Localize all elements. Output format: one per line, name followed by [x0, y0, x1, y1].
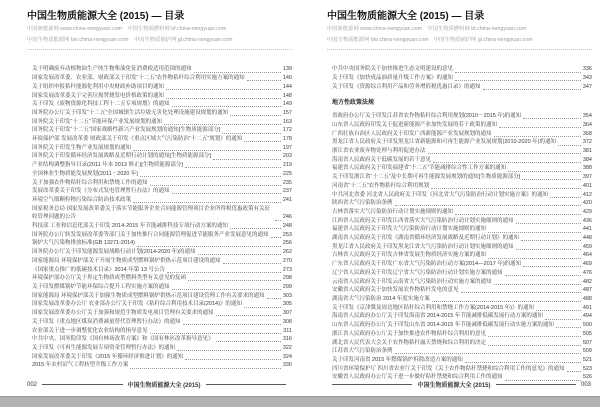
toc-entry-title: 国家能源局 环境保护部关于开展生物质成型燃料锅炉供热示范项目建设的通知 — [32, 257, 221, 264]
dot-leader — [150, 333, 282, 334]
toc-entry-title: 关于印发《重点地区煤炭消费减量替代管理暂行办法》的通知 — [32, 318, 181, 325]
toc-entry-page: 521 — [582, 356, 592, 363]
toc-entry-page: 308 — [282, 318, 292, 325]
dot-leader — [223, 263, 281, 264]
toc-entry-title: 关于印发《废物资源化科技工程十二五专项规划》的通知 — [32, 101, 170, 108]
toc-entry-title: 国家发展改革委办公厅 农业部办公厅关于印发《秸秆综合利用技术目录(2014)》的通知 — [32, 301, 242, 308]
toc-entry-page: 273 — [282, 266, 292, 273]
toc-entry-title: 安徽省人民政府办公厅关于进一步做好秸秆禁烧和综合利用工作的通知 — [332, 374, 503, 381]
toc-entry-title: 海南省人民政府办公厅关于印发海南省 2014-2015 年节能减排低碳发展行动方案的通知 — [332, 313, 543, 320]
toc-entry — [332, 269, 592, 278]
dot-leader — [556, 327, 581, 328]
toc-entry-page: 354 — [582, 113, 592, 120]
toc-entry-page: 509 — [582, 348, 592, 355]
footer-book-title: 中国生物质能源大全 (2015) — [417, 383, 491, 389]
dot-leader — [488, 258, 581, 259]
dot-leader — [523, 118, 581, 119]
toc-entry-page: 316 — [282, 336, 292, 343]
toc-entry-page: 172 — [282, 127, 292, 134]
toc-entry — [32, 361, 292, 370]
toc-entry-title: 中共中央、国务院印发《国有林场改革方案》和《国有林区改革指导意见》 — [32, 336, 214, 343]
toc-entry-page: 305 — [282, 301, 292, 308]
dot-leader — [133, 150, 281, 151]
toc-entry-page: 459 — [582, 243, 592, 250]
toc-entry-page: 144 — [282, 83, 292, 90]
toc-entry-title: 国家发展改革委关于印发《2015 年循环经济推进计划》的通知 — [32, 353, 184, 360]
toc-entry-title: 湖南省人民政府关于印发《湖南省循环经济发展战略及近期行动计划》的通知 — [332, 235, 520, 242]
dot-leader — [177, 350, 281, 351]
toc-entry-page: 270 — [282, 257, 292, 264]
toc-entry-page: 482 — [582, 278, 592, 285]
toc-entry-page: 303 — [282, 292, 292, 299]
toc-entry — [332, 164, 592, 173]
toc-entry-page: 140 — [282, 75, 292, 82]
toc-entry-page: 336 — [582, 66, 592, 73]
toc-entry-page: 262 — [282, 249, 292, 256]
toc-entry-title: 陕西省大气污染防治条例 — [332, 200, 393, 207]
toc-entry — [32, 266, 292, 275]
toc-entry-title: 关于印发《京津冀及周边地区秸秆综合利用和禁烧工作方案(2014-2015 年)》的通知 — [332, 304, 534, 311]
dot-leader — [428, 153, 581, 154]
toc-entry-title: 关于印发《资源综合利用产品和劳务增值税优惠目录》的通知 — [332, 83, 481, 90]
toc-entry — [32, 92, 292, 101]
toc-entry — [332, 156, 592, 165]
dot-leader — [550, 197, 581, 198]
toc-entry-page: 476 — [582, 269, 592, 276]
toc-entry — [32, 118, 292, 127]
toc-entry-title: 关于印发《加快成品油质量升级工作方案》的通知 — [332, 75, 454, 82]
toc-entry-page: 469 — [582, 261, 592, 268]
dot-leader — [164, 124, 281, 125]
dot-leader — [455, 72, 581, 73]
dot-leader — [395, 353, 581, 354]
toc-entry-page: 324 — [282, 353, 292, 360]
toc-entry-title: 江苏省大气污染防治条例 — [332, 348, 393, 355]
dot-leader — [247, 80, 281, 81]
toc-entry — [332, 121, 592, 130]
dot-leader — [521, 240, 581, 241]
dot-leader — [558, 145, 581, 146]
toc-entry-page: 139 — [282, 66, 292, 73]
dot-leader — [271, 237, 281, 238]
dot-leader — [455, 80, 581, 81]
toc-entry-page: 523 — [582, 365, 592, 372]
toc-entry-title: 农业部关于进一步调整优化农业结构的指导意见 — [32, 327, 148, 334]
dot-leader — [172, 106, 281, 107]
toc-entry — [32, 65, 292, 74]
toc-entry-page: 384 — [582, 156, 592, 163]
toc-entry-title: 关于印发河南省 2015 年燃煤锅炉拆除改造方案的通知 — [332, 356, 463, 363]
toc-entry-title: 产业结构调整指导目录(2011 年本 2013 修正)[生物质能源部分] — [32, 162, 183, 169]
toc-entry-title: 环境保护部 发展改革委 财政部关于印发《重点区域大气污染防治“十二五”规划》的通知 — [32, 136, 243, 143]
toc-entry — [32, 100, 292, 109]
toc-entry-page: 219 — [282, 162, 292, 169]
header-websites-line1: 中国新能源网 www.china-nengyuan.com 中国生物质燃料网 bf.china-nengyuan.com — [27, 26, 227, 32]
dot-leader — [188, 280, 281, 281]
header-websites-line1: 中国新能源网 www.china-nengyuan.com 中国生物质燃料网 bf.china-nengyuan.com — [327, 26, 527, 32]
toc-entry — [332, 278, 592, 287]
footer-rule — [206, 384, 286, 385]
dot-leader — [567, 371, 581, 372]
toc-entry-title: 河南省“十二五”农作物秸秆综合利用规划 — [332, 182, 430, 189]
toc-entry-page: 441 — [582, 226, 592, 233]
toc-entry-page: 246 — [282, 214, 292, 221]
toc-entry-page: 343 — [582, 75, 592, 82]
header-websites-line2: 中国生物质能源网 bio.china-nengyuan.com 中国生物质锅炉网 gl.china-nengyuan.com — [27, 37, 233, 44]
toc-entry-title: 黑龙江省人民政府关于印发黑龙江省新能源和可再生能源产业发展规划(2010-2020 年)的通知 — [332, 139, 556, 146]
toc-entry-title: 山东省人民政府办公厅关于印发山东省 2014-2015 年节能减排低碳发展行动实施方案的通知 — [332, 322, 554, 329]
toc-entry-page: 526 — [582, 374, 592, 381]
toc-entry-page: 494 — [582, 313, 592, 320]
toc-entry-title: 四川省环境保护厅 四川省农业厅关于印发《关于农作物秸秆禁烧和综合利用工作的意见》的通知 — [332, 365, 565, 372]
toc-entry-title: 安徽省人民政府关于加快发展农作物秸秆发电的意见 — [332, 287, 459, 294]
toc-entry — [332, 65, 592, 74]
header-websites-line2: 中国生物质能源网 bio.china-nengyuan.com 中国生物质锅炉网 gl.china-nengyuan.com — [327, 37, 533, 44]
toc-entry — [332, 130, 592, 139]
toc-entry — [332, 182, 592, 191]
toc-entry-title: 国家能源局 环境保护部关于加强生物质成型燃料锅炉供热示范项目建设管理工作有关要求的通知 — [32, 292, 265, 299]
toc-entry-title: 环境空气细颗粒物污染综合防治技术政策 — [32, 196, 132, 203]
toc-entry-page: 203 — [282, 153, 292, 160]
toc-entry — [332, 356, 592, 365]
toc-entry-title: 国务院办公厅关于印发能源发展战略行动计划(2014-2020 年)的通知 — [32, 249, 196, 256]
toc-entry-title: 关于印发燃煤锅炉节能环保综合提升工程实施方案的通知 — [32, 283, 170, 290]
toc-entry-page: 368 — [582, 130, 592, 137]
toc-entry-page: 298 — [282, 275, 292, 282]
dot-leader — [222, 133, 281, 134]
toc-entry-page: 388 — [582, 165, 592, 172]
toc-entry — [32, 74, 292, 83]
toc-entry — [332, 138, 592, 147]
toc-entry — [32, 300, 292, 309]
toc-entry-page: 330 — [282, 362, 292, 369]
toc-entry-page: 372 — [582, 139, 592, 146]
toc-entry — [332, 304, 592, 313]
toc-entry-title: 福建省人民政府关于印发福建省“十二五”节能减排综合性工作方案的通知 — [332, 165, 507, 172]
dot-leader — [267, 298, 281, 299]
dot-leader — [244, 141, 281, 142]
dot-leader — [216, 315, 281, 316]
toc-entry-page: 401 — [582, 182, 592, 189]
toc-entry-title: 山东省人民政府印发关于促进新能源产业加快发展的若干政策的通知 — [332, 121, 498, 128]
toc-list-right — [300, 50, 600, 381]
toc-entry-page: 381 — [582, 148, 592, 155]
dot-leader — [432, 301, 581, 302]
footer-rule — [42, 384, 122, 385]
toc-entry-title: 云南省人民政府关于印发云南省大气污染防治行动实施方案的通知 — [332, 278, 492, 285]
dot-leader — [166, 98, 281, 99]
dot-leader — [536, 310, 581, 311]
dot-leader — [488, 336, 581, 337]
toc-entry-page: 241 — [282, 196, 292, 203]
dot-leader — [194, 72, 281, 73]
toc-entry-title: 广东省人民政府关于印发广东省大气污染防治行动方案(2014—2017 年)的通知 — [332, 261, 522, 268]
toc-entry — [32, 135, 292, 144]
toc-entry-page: 248 — [282, 223, 292, 230]
toc-entry-title: 关于明确废弃动植物油生产纯生物柴油免征消费税适用范围的通知 — [32, 66, 192, 73]
toc-entry-title: 省政府办公厅关于印发江苏省农作物秸秆综合利用规划(2010－2015 年)的通知 — [332, 113, 522, 120]
toc-entry — [332, 191, 592, 200]
toc-entry-page: 488 — [582, 295, 592, 302]
toc-entry-title: 国务院关于印发生物产业发展规划的通知 — [32, 144, 132, 151]
dot-leader — [230, 228, 281, 229]
dot-leader — [140, 176, 281, 177]
toc-entry — [32, 83, 292, 92]
dot-leader — [516, 223, 581, 224]
toc-entry — [332, 321, 592, 330]
toc-entry — [332, 208, 592, 217]
toc-entry-page: 148 — [282, 92, 292, 99]
toc-entry-title: 环境保护部办公厅关于界定生物质成型燃料类型有关意见的复函 — [32, 275, 187, 282]
toc-entry — [32, 309, 292, 318]
toc-entry — [332, 173, 592, 182]
toc-entry — [32, 283, 292, 292]
toc-entry-title: 湖北省人民代表大会关于农作物秸秆露天禁烧和综合利用的决定 — [332, 339, 487, 346]
dot-leader — [150, 185, 281, 186]
toc-entry — [332, 365, 592, 374]
toc-entry-page: 507 — [582, 339, 592, 346]
dot-leader — [166, 89, 281, 90]
toc-entry-page: 505 — [582, 330, 592, 337]
toc-entry — [32, 335, 292, 344]
page-footer — [0, 380, 300, 389]
toc-entry-title: 吉林省落实大气污染防治行动计划实施细则的通知 — [332, 208, 454, 215]
dot-leader — [133, 202, 281, 203]
toc-entry — [332, 199, 592, 208]
toc-entry-title: 国家税务总局 国家发展改革委关于落实节能服务企业合同能源管理项目企业所得税优惠政策有关征收管理问题的公告 — [32, 205, 271, 221]
toc-entry-title: 科技部 工业和信息化部关于印发 2014-2015 年节能减排科技专项行动方案的通知 — [32, 223, 228, 230]
toc-entry — [32, 292, 292, 301]
toc-entry-page: 397 — [582, 174, 592, 181]
dot-leader — [185, 167, 281, 168]
toc-entry — [332, 83, 592, 92]
toc-entry-page: 178 — [282, 136, 292, 143]
dot-leader — [523, 266, 581, 267]
toc-entry-title: 关于加强农作物秸秆综合利用和禁烧工作的通知 — [32, 179, 148, 186]
toc-entry-page: 500 — [582, 322, 592, 329]
dot-leader — [198, 254, 281, 255]
page-left — [0, 0, 300, 396]
toc-entry — [32, 126, 292, 135]
toc-entry-page: 197 — [282, 144, 292, 151]
toc-entry-title: 国务院关于印发“十二五”节能环保产业发展规划的通知 — [32, 118, 163, 125]
dot-leader — [167, 272, 281, 273]
dot-leader — [183, 324, 281, 325]
toc-entry-page: 347 — [582, 83, 592, 90]
dot-leader — [216, 341, 281, 342]
page-title: 中国生物质能源大全 (2015) — 目录 — [27, 11, 185, 22]
toc-entry — [32, 327, 292, 336]
toc-entry-title: 中共中央国务院关于加快推进生态文明建设的意见 — [332, 66, 454, 73]
toc-entry — [332, 217, 592, 226]
toc-entry-page: 256 — [282, 240, 292, 247]
toc-entry-page: 487 — [582, 287, 592, 294]
toc-entry — [32, 161, 292, 170]
toc-entry-title: 黑龙江省人民政府关于印发黑龙江省大气污染防治行动计划实施细则的通知 — [332, 243, 514, 250]
toc-entry — [32, 144, 292, 153]
toc-entry — [332, 147, 592, 156]
toc-entry-title: 吉林省人民政府关于印发吉林省发展生物质经济实施方案的通知 — [332, 252, 487, 259]
toc-list-left — [0, 50, 300, 369]
toc-entry-title: 浙江省农业废弃物处理与利用促进办法 — [332, 148, 426, 155]
dot-leader — [172, 289, 281, 290]
dot-leader — [508, 171, 581, 172]
toc-entry — [32, 257, 292, 266]
toc-entry-page: 299 — [282, 283, 292, 290]
toc-entry — [332, 312, 592, 321]
toc-entry — [332, 112, 592, 121]
toc-entry-page: 163 — [282, 118, 292, 125]
toc-entry — [32, 353, 292, 362]
toc-entry — [32, 109, 292, 118]
page-header — [300, 0, 600, 50]
toc-entry-title: 关于印发《可再生能源发展专项资金管理暂行办法》的通知 — [32, 344, 176, 351]
toc-entry — [32, 318, 292, 327]
toc-entry-page: 464 — [582, 252, 592, 259]
dot-leader — [455, 214, 581, 215]
toc-entry-title: 辽宁省人民政府关于印发辽宁省大气污染防治行动计划实施方案的通知 — [332, 269, 503, 276]
dot-leader — [465, 362, 581, 363]
dot-leader — [244, 307, 281, 308]
footer-book-title: 中国生物质能源大全 (2015) — [127, 383, 201, 389]
toc-entry-page: 225 — [282, 170, 292, 177]
toc-entry — [32, 274, 292, 283]
dot-leader — [494, 136, 581, 137]
dot-leader — [499, 127, 581, 128]
toc-entry-title: 福建省人民政府关于印发大气污染防治行动计划实施细则的通知 — [332, 226, 487, 233]
toc-entry — [332, 295, 592, 304]
toc-entry — [32, 152, 292, 161]
toc-entry — [32, 179, 292, 188]
dot-leader — [172, 193, 281, 194]
toc-entry — [332, 260, 592, 269]
toc-entry-page: 420 — [582, 200, 592, 207]
dot-leader — [494, 284, 581, 285]
toc-entry-page: 237 — [282, 188, 292, 195]
dot-leader — [483, 89, 581, 90]
dot-leader — [505, 275, 581, 276]
dot-leader — [488, 232, 581, 233]
toc-entry-title: 关于印发浙江省“十二五”及中长期可再生能源发展规划的通知[生物质能源部分] — [332, 174, 521, 181]
toc-entry-page: 364 — [582, 121, 592, 128]
toc-entry — [32, 344, 292, 353]
toc-entry-title: 锅炉大气污染物排放标准(GB 13271-2014) — [32, 240, 135, 247]
toc-entry-title: 全国林业生物质能发展规划(2011－2020 年) — [32, 170, 139, 177]
footer-page-number: 002 — [27, 381, 38, 388]
dot-leader — [395, 205, 581, 206]
toc-entry-page: 491 — [582, 304, 592, 311]
page-right — [300, 0, 600, 396]
toc-entry-title: 江西省人民政府关于印发江西省落实大气污染防治行动计划实施细则的通知 — [332, 217, 514, 224]
dot-leader — [522, 179, 581, 180]
toc-entry — [332, 251, 592, 260]
toc-entry-title: 广西壮族自治区人民政府关于印发广西新能源产业发展规划的通知 — [332, 130, 492, 137]
page-title: 中国生物质能源大全 (2015) — 目录 — [327, 11, 485, 22]
toc-entry — [32, 170, 292, 179]
toc-entry-title: 关于组织申报秸秆能源化利用中央财政补助项目的通知 — [32, 83, 165, 90]
toc-entry-page: 307 — [282, 310, 292, 317]
toc-entry-page: 448 — [582, 235, 592, 242]
toc-entry — [32, 231, 292, 240]
toc-entry-title: 国务院办公厅关于印发“十二五”全国城镇生活垃圾无害化处理设施建设规划的通知 — [32, 109, 229, 116]
viewer-background-strip — [0, 396, 600, 407]
page-footer — [300, 380, 600, 389]
toc-entry — [32, 222, 292, 231]
toc-entry-page: 149 — [282, 101, 292, 108]
toc-entry — [332, 347, 592, 356]
toc-entry-page: 322 — [282, 344, 292, 351]
toc-entry — [32, 205, 292, 222]
dot-leader — [545, 319, 581, 320]
dot-leader — [516, 249, 581, 250]
dot-leader — [431, 188, 581, 189]
toc-section-header: 地方性政策法规 — [332, 99, 375, 106]
toc-entry-page: 429 — [582, 208, 592, 215]
toc-entry-title: 发展改革委关于印发《分布式发电管理暂行办法》的通知 — [32, 188, 170, 195]
toc-entry-title: 《国家重点推广的低碳技术目录》2014 年第 13 号公告 — [32, 266, 165, 273]
toc-entry-page: 311 — [283, 327, 292, 334]
toc-entry-title: 国家发展改革委办公厅关于加强和规范生物质发电项目管理有关要求的通知 — [32, 310, 214, 317]
toc-entry — [32, 187, 292, 196]
toc-entry-title: 国家发展改革委、农业部、财政部关于印发“十二五”农作物秸秆综合利用实施方案的通知 — [32, 75, 245, 82]
dot-leader — [275, 220, 281, 221]
toc-entry — [332, 225, 592, 234]
toc-entry-title: 海南省人民政府关于低碳发展的若干意见 — [332, 156, 432, 163]
toc-entry-page: 412 — [582, 191, 592, 198]
dot-leader — [185, 359, 281, 360]
toc-entry — [32, 196, 292, 205]
toc-entry — [332, 74, 592, 83]
toc-entry-title: 国务院关于印发循环经济发展战略及近期行动计划的通知[生物质能源部分] — [32, 153, 212, 160]
toc-entry-title: 2015 年农村沼气工程转型升级工作方案 — [32, 362, 129, 369]
dot-leader — [433, 162, 581, 163]
toc-entry — [332, 243, 592, 252]
toc-entry-title: 浙江省人民政府办公厅关于加快推进农作物秸秆综合利用的意见 — [332, 330, 487, 337]
dot-leader — [137, 246, 281, 247]
toc-entry-title: 国务院关于印发“十二五”国家战略性新兴产业发展规划的通知[生物质能源部分] — [32, 127, 221, 134]
toc-entry — [332, 234, 592, 243]
dot-leader — [488, 345, 581, 346]
page-header — [0, 0, 300, 50]
toc-entry-page: 253 — [282, 231, 292, 238]
dot-leader — [130, 368, 281, 369]
toc-entry — [32, 248, 292, 257]
footer-rule — [332, 384, 412, 385]
footer-rule — [496, 384, 576, 385]
toc-entry-title: 湖南省大气污染防治 2014 年度实施方案 — [332, 295, 430, 302]
toc-entry-page: 157 — [282, 109, 292, 116]
toc-entry-title: 国家发展改革委关于完善垃圾焚烧发电价格政策的通知 — [32, 92, 165, 99]
dot-leader — [230, 115, 281, 116]
toc-entry-title: 中共河北省委 河北省人民政府关于印发《河北省大气污染防治行动计划实施方案》的通知 — [332, 191, 549, 198]
toc-entry — [332, 330, 592, 339]
toc-entry-page: 436 — [582, 217, 592, 224]
dot-leader — [461, 292, 581, 293]
toc-entry-page: 235 — [282, 179, 292, 186]
toc-entry — [332, 339, 592, 348]
footer-page-number: 003 — [580, 381, 591, 388]
toc-entry-title: 国务院办公厅转发发展改革委等部门关于加快推行合同能源管理促进节能服务产业发展意见的通知 — [32, 231, 269, 238]
toc-entry — [32, 239, 292, 248]
dot-leader — [213, 159, 281, 160]
toc-entry — [332, 286, 592, 295]
